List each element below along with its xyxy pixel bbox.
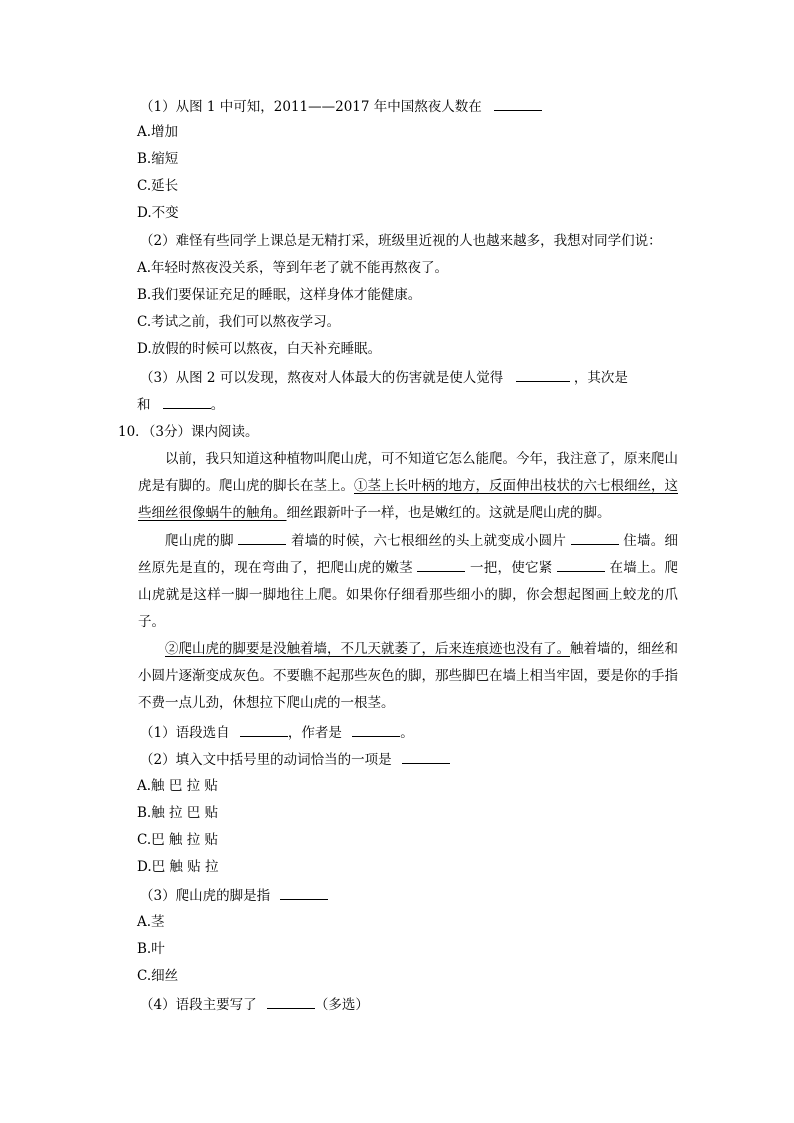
q10-sub1: （1）语段选自 ，作者是 。 <box>140 722 414 743</box>
q9-sub3: （3）从图 2 可以发现，熬夜对人体最大的伤害就是使人觉得 ，其次是 <box>140 367 628 388</box>
q10-sub2-option-a[interactable]: A.触 巴 拉 贴 <box>137 778 218 794</box>
q9-sub1: （1）从图 1 中可知，2011——2017 年中国熬夜人数在 <box>140 96 542 117</box>
q9-sub2-option-a[interactable]: A.年轻时熬夜没关系，等到年老了就不能再熬夜了。 <box>137 260 449 276</box>
q10-sub3-option-b[interactable]: B.叶 <box>137 941 165 957</box>
q9-sub1-option-c[interactable]: C.延长 <box>137 178 179 194</box>
verb-blank[interactable] <box>238 530 286 545</box>
q10-sub2-option-c[interactable]: C.巴 触 拉 贴 <box>137 832 219 848</box>
q9-sub2-option-d[interactable]: D.放假的时候可以熬夜，白天补充睡眠。 <box>137 341 382 357</box>
answer-blank[interactable] <box>402 749 450 764</box>
verb-blank[interactable] <box>571 530 619 545</box>
answer-blank[interactable] <box>280 885 328 900</box>
passage-paragraph-1: 以前，我只知道这种植物叫爬山虎，可不知道它怎么能爬。今年，我注意了，原来爬山虎是有脚的。爬山虎的脚长在茎上。①茎上长叶柄的地方，反面伸出枝状的六七根细丝，这些细丝很像蜗牛的触角。细丝跟新叶子一样，也是嫩红的。这就是爬山虎的脚。 <box>138 451 678 521</box>
q9-sub2-option-b[interactable]: B.我们要保证充足的睡眠，这样身体才能健康。 <box>137 287 422 303</box>
answer-blank[interactable] <box>516 367 570 382</box>
q10-sub3-option-a[interactable]: A.茎 <box>137 914 165 930</box>
answer-blank[interactable] <box>494 96 542 111</box>
q9-sub1-option-b[interactable]: B.缩短 <box>137 151 179 167</box>
passage-paragraph-2: 爬山虎的脚 着墙的时候，六七根细丝的头上就变成小圆片 住墙。细丝原先是直的，现在弯曲了，把爬山虎的嫩茎 一把，使它紧 在墙上。爬山虎就是这样一脚一脚地往上爬。如果你仔细看那些细小的脚，你会想起图画上蛟龙的爪子。 <box>138 528 678 636</box>
underlined-sentence-2: ②爬山虎的脚要是没触着墙，不几天就萎了，后来连痕迹也没有了。 <box>165 641 570 657</box>
underlined-sentence-1: ①茎上长叶柄的地方，反面伸出枝状的六七根细丝，这些细丝很像蜗牛的触角。 <box>138 478 678 521</box>
q9-sub3-cont: 和 。 <box>137 394 224 415</box>
q10-sub2-option-b[interactable]: B.触 拉 巴 贴 <box>137 805 219 821</box>
q9-sub1-option-a[interactable]: A.增加 <box>137 124 179 140</box>
q9-sub2-option-c[interactable]: C.考试之前，我们可以熬夜学习。 <box>137 314 341 330</box>
verb-blank[interactable] <box>417 557 465 572</box>
q10-sub4: （4）语段主要写了 （多选） <box>140 994 369 1015</box>
q10-sub2: （2）填入文中括号里的动词恰当的一项是 <box>140 749 450 770</box>
q9-sub2: （2）难怪有些同学上课总是无精打采，班级里近视的人也越来越多，我想对同学们说： <box>140 233 662 249</box>
answer-blank[interactable] <box>267 994 315 1009</box>
answer-blank[interactable] <box>352 722 400 737</box>
q10-sub3: （3）爬山虎的脚是指 <box>140 885 328 906</box>
passage-paragraph-3: ②爬山虎的脚要是没触着墙，不几天就萎了，后来连痕迹也没有了。触着墙的，细丝和小圆片逐渐变成灰色。不要瞧不起那些灰色的脚，那些脚巴在墙上相当牢固，要是你的手指不费一点儿劲，休想拉下爬山虎的一根茎。 <box>138 641 678 711</box>
q9-sub1-option-d[interactable]: D.不变 <box>137 205 179 221</box>
q10-sub2-option-d[interactable]: D.巴 触 贴 拉 <box>137 859 219 875</box>
verb-blank[interactable] <box>557 557 605 572</box>
answer-blank[interactable] <box>163 394 211 409</box>
q10-sub3-option-c[interactable]: C.细丝 <box>137 968 179 984</box>
q10-header: 10．（3分）课内阅读。 <box>118 424 259 440</box>
answer-blank[interactable] <box>240 722 288 737</box>
